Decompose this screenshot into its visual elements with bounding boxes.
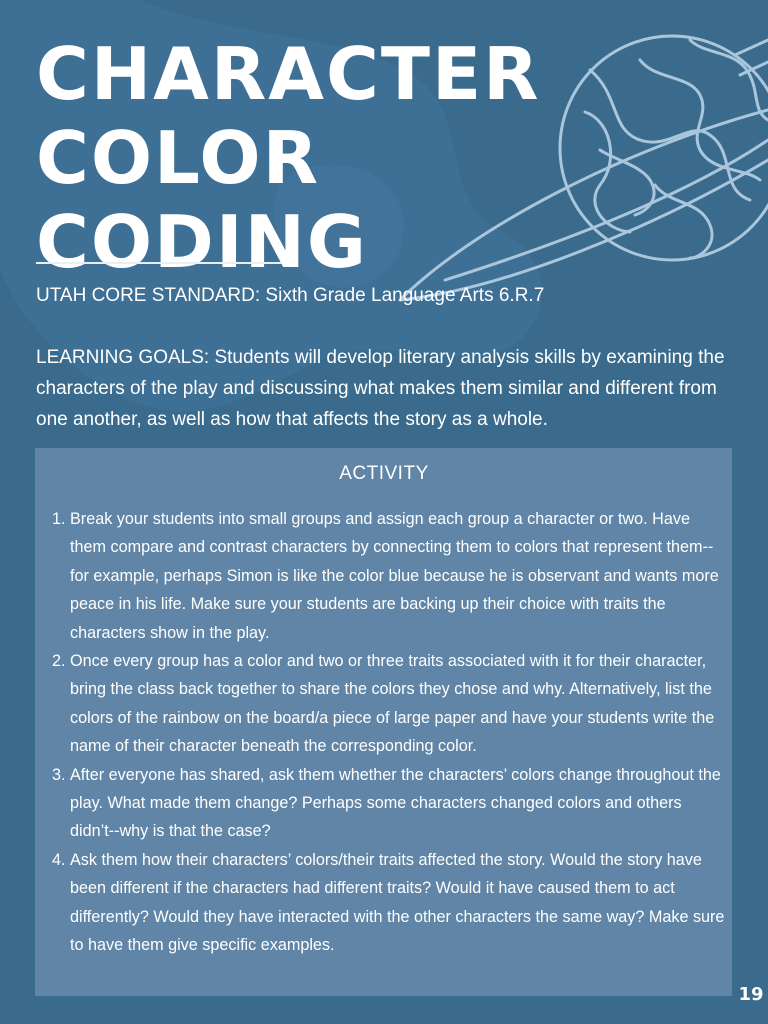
step-number: 4. — [52, 850, 66, 869]
activity-step — [52, 761, 726, 846]
step-number: 1. — [52, 510, 66, 528]
activity-step — [52, 505, 726, 647]
title-line-1: CHARACTER — [36, 32, 541, 116]
step-number: 3. — [52, 765, 66, 784]
page-number: 19 — [738, 984, 764, 1005]
step-text: Break your students into small groups and assign each group a character or two. Have them compare and contrast characters by connecting them to colors that represent them--for example, perhaps Simon is like the color blue because he is observant and wants more peace in his life. Make sure your students are backing up their choice with traits the characters show in the play. — [70, 510, 719, 642]
activity-heading: ACTIVITY — [339, 463, 429, 484]
activity-step — [52, 846, 726, 960]
step-text: Once every group has a color and two or three traits associated with it for their character, bring the class back together to share the colors they chose and why. Alternatively, list the colors of the rainbow on the board/a piece of large paper and have your students write the name of their character beneath the corresponding color. — [70, 652, 715, 756]
title-line-2: COLOR CODING — [36, 116, 368, 284]
step-text: After everyone has shared, ask them whether the characters’ colors change throughout the play. What made them change? Perhaps some characters changed colors and others didn’t--why is that the case? — [70, 765, 721, 841]
page-title — [36, 32, 596, 284]
learning-goals: LEARNING GOALS: Students will develop literary analysis skills by examining the characters of the play and discussing what makes them similar and different from one another, as well as how that affects the story as a whole. — [36, 347, 725, 430]
core-standard: UTAH CORE STANDARD: Sixth Grade Language Arts 6.R.7 — [36, 285, 545, 306]
activity-step — [52, 647, 726, 761]
activity-steps — [52, 505, 726, 960]
step-text: Ask them how their characters’ colors/their traits affected the story. Would the story have been different if the characters had different traits? Would it have caused them to act differently? Would they have interacted with the other characters the same way? Make sure to have them give specific examples. — [70, 850, 725, 955]
step-number: 2. — [52, 652, 66, 671]
title-divider — [36, 262, 282, 264]
